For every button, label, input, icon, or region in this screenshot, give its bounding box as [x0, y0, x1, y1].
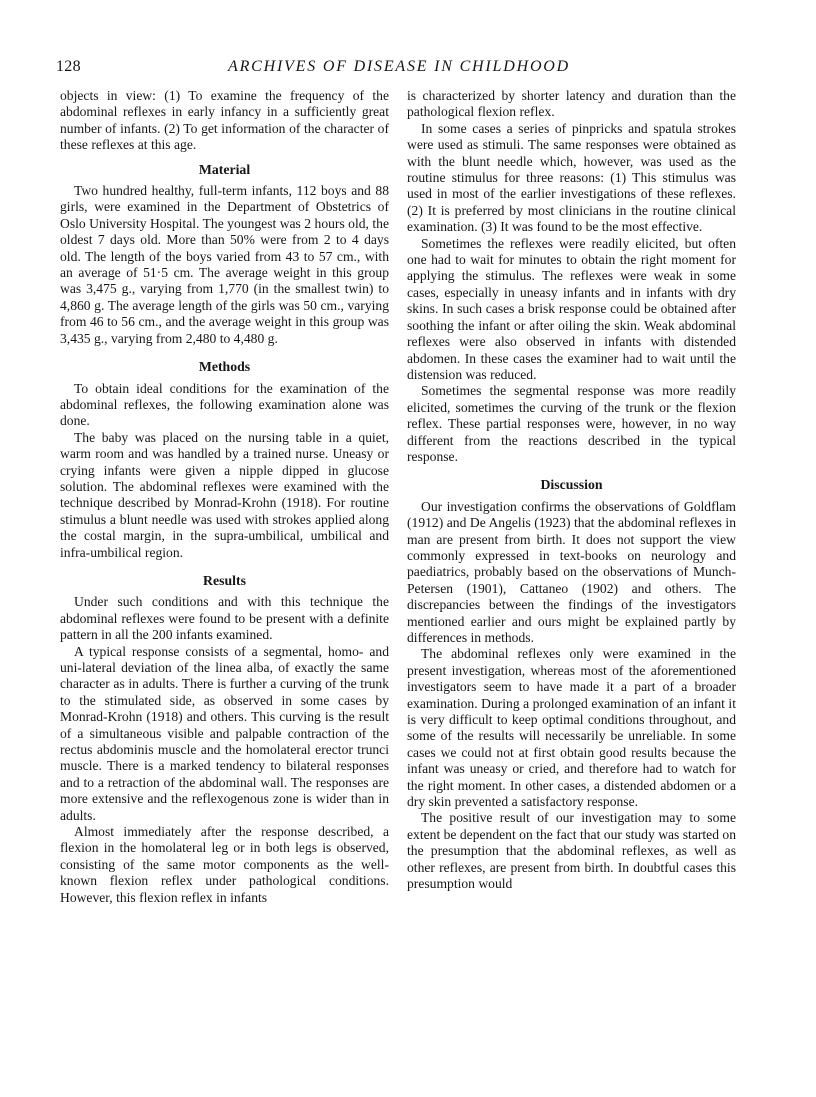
material-paragraph: Two hundred healthy, full-term infants, 112 boys and 88 girls, were examined in the Department of Obstetrics of Oslo University Hospital. The youngest was 2 hours old, the oldest 7 days old. More than 50% were from 2 to 4 days old. The length of the boys varied from 43 to 57 cm., with an average of 51·5 cm. The average weight in this group was 3,475 g., varying from 1,770 (in the smallest twin) to 4,860 g. The average length of the girls was 50 cm., varying from 46 to 56 cm., and the average weight in this group was 3,435 g., varying from 2,480 to 4,480 g.: [60, 183, 389, 346]
methods-heading: Methods: [198, 359, 251, 375]
journal-title: ARCHIVES OF DISEASE IN CHILDHOOD: [228, 58, 571, 75]
results-paragraph-2: A typical response consists of a segmental, homo- and uni-lateral deviation of the linea alba, of exactly the same character as in adults. There is further a curving of the trunk to the stimulated side, as observed in some cases by Monrad-Krohn (1918) and others. This curving is the result of a simultaneous visible and palpable contraction of the rectus abdominis muscle and the homolateral erector trunci muscle. There is a marked tendency to bilateral responses and to a retraction of the abdominal wall. The responses are more extensive and the reflexogenous zone is wider than in adults.: [60, 643, 389, 823]
page-number: 128: [56, 58, 81, 75]
stimuli-paragraph: In some cases a series of pinpricks and spatula strokes were used as stimuli. The same responses were obtained as with the blunt needle which, however, was used as the routine stimulus for three reasons: (1) This stimulus was used in most of the earlier investigations of these reflexes. (2) It is preferred by most clinicians in the routine clinical examination. (3) It was found to be the most effective.: [407, 120, 736, 235]
methods-paragraph-2: The baby was placed on the nursing table in a quiet, warm room and was handled by a trained nurse. Uneasy or crying infants were given a nipple dipped in glucose solution. The abdominal reflexes were examined with the technique described by Monrad-Krohn (1918). For routine stimulus a blunt needle was used with strokes applied along the costal margin, in the supra-umbilical, umbilical and infra-umbilical region.: [60, 429, 389, 560]
left-column: [60, 88, 389, 906]
running-header: [56, 58, 764, 82]
continuation-paragraph: is characterized by shorter latency and duration than the pathological flexion reflex.: [407, 88, 736, 120]
intro-paragraph: objects in view: (1) To examine the frequency of the abdominal reflexes in early infancy in a sufficiently great number of infants. (2) To get information of the character of these reflexes at this age.: [60, 88, 389, 153]
material-heading: Material: [198, 161, 251, 177]
elicited-paragraph: Sometimes the reflexes were readily elicited, but often one had to wait for minutes to obtain the right moment for applying the stimulus. The reflexes were weak in some cases, especially in uneasy infants and in infants with dry skins. In such cases a brisk response could be obtained after soothing the infant or after oiling the skin. Weak abdominal reflexes were also observed in infants with distended abdomen. In these cases the examiner had to wait until the distension was reduced.: [407, 235, 736, 382]
discussion-paragraph-2: The abdominal reflexes only were examined in the present investigation, whereas most of the aforementioned investigators seem to have made it a part of a broader examination. During a prolonged examination of an infant it is very difficult to keep optimal conditions throughout, and some of the results will necessarily be unreliable. In some cases we could not at first obtain good results because the infant was uneasy or cried, and therefore had to watch for the right moment. In other cases, a distended abdomen or a dry skin prevented a satisfactory response.: [407, 646, 736, 810]
right-column: [407, 88, 736, 893]
discussion-heading: Discussion: [540, 477, 603, 493]
results-heading: Results: [203, 572, 246, 588]
methods-paragraph-1: To obtain ideal conditions for the examination of the abdominal reflexes, the following examination alone was done.: [60, 380, 389, 429]
discussion-paragraph-3: The positive result of our investigation may to some extent be dependent on the fact that our study was started on the presumption that the abdominal reflexes, as well as other reflexes, are present from birth. In doubtful cases this presumption would: [407, 810, 736, 892]
segmental-paragraph: Sometimes the segmental response was more readily elicited, sometimes the curving of the trunk or the flexion reflex. These partial responses were, however, in no way different from the reactions described in the typical response.: [407, 383, 736, 464]
discussion-paragraph-1: Our investigation confirms the observations of Goldflam (1912) and De Angelis (1923) that the abdominal reflexes in man are present from birth. It does not support the view commonly expressed in text-books on neurology and paediatrics, probably based on the observations of Munch-Petersen (1901), Cattaneo (1902) and others. The discrepancies between the findings of the investigators mentioned earlier and ours might be explained partly by differences in methods.: [407, 498, 736, 645]
results-paragraph-1: Under such conditions and with this technique the abdominal reflexes were found to be present with a definite pattern in all the 200 infants examined.: [60, 594, 389, 643]
results-paragraph-3: Almost immediately after the response described, a flexion in the homolateral leg or in both legs is observed, consisting of the same motor components as the well-known flexion reflex under pathological conditions. However, this flexion reflex in infants: [60, 824, 389, 905]
